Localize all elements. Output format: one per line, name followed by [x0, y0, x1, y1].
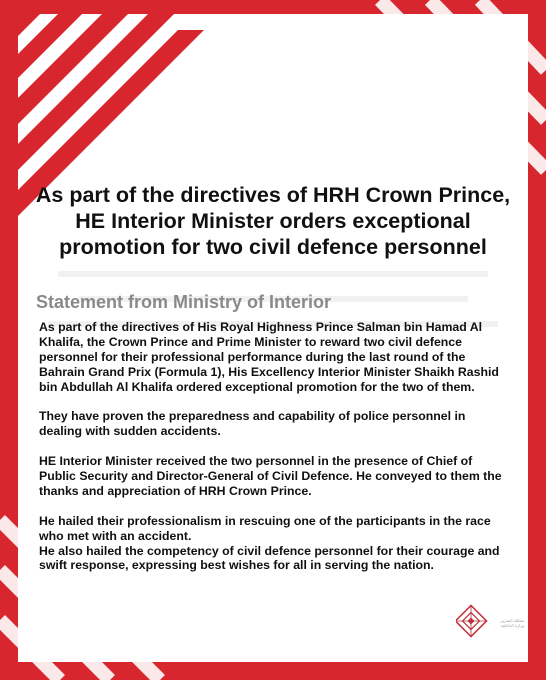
statement-body: [39, 320, 509, 588]
headline: As part of the directives of HRH Crown Prince, HE Interior Minister orders exceptional promotion for two civil defence personnel: [35, 183, 511, 259]
paragraph: He hailed their professionalism in rescuing one of the participants in the race who met with an accident.: [39, 513, 491, 543]
statement-card: [18, 14, 528, 662]
ministry-emblem-icon: [456, 604, 526, 654]
paragraph: HE Interior Minister received the two personnel in the presence of Chief of Public Security and Director-General of Civil Defence. He conveyed to them the thanks and appreciation of HRH Crown Prince.: [39, 454, 502, 498]
paragraph: As part of the directives of His Royal Highness Prince Salman bin Hamad Al Khalifa, the Crown Prince and Prime Minister to reward two civil defence personnel for their professional performance during the last round of the Bahrain Grand Prix (Formula 1), His Excellency Interior Minister Shaikh Rashid bin Abdullah Al Khalifa ordered exceptional promotion for the two of them.: [39, 320, 499, 394]
emblem-caption: [484, 618, 524, 628]
paragraph: They have proven the preparedness and capability of police personnel in dealing with sudden accidents.: [39, 409, 466, 439]
emblem-caption-line: وزارة الداخلية: [501, 623, 524, 628]
subtitle: Statement from Ministry of Interior: [36, 292, 332, 312]
paragraph: He also hailed the competency of civil defence personnel for their courage and swift response, expressing best wishes for all in serving the nation.: [39, 543, 500, 573]
emblem-caption-line: مملكة البحرين: [500, 618, 524, 623]
